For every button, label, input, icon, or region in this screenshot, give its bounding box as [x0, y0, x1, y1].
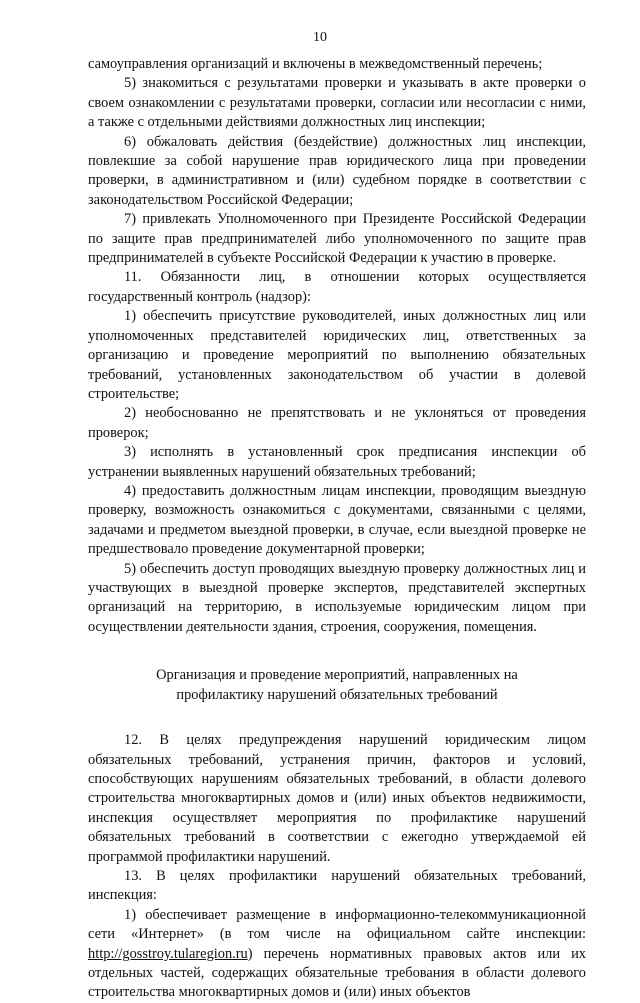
paragraph-item-6-appeal: 6) обжаловать действия (бездействие) должностных лиц инспекции, повлекшие за собой нарушение прав юридического лица при проведении проверки, в административном и (или) судебном порядке в соответствии с законодательством Российской Федерации;	[88, 133, 586, 208]
website-link[interactable]: http://gosstroy.tularegion.ru	[88, 945, 248, 962]
page-number: 10	[313, 30, 327, 45]
section-heading	[88, 665, 586, 705]
paragraph-section-12: 12. В целях предупреждения нарушений юридическим лицом обязательных требований, устранения причин, факторов и условий, способствующих нарушениям обязательных требований, в области долевого строительства многоквартирных домов и (или) иных объектов недвижимости, инспекция осуществляет мероприятия по профилактике нарушений обязательных требований в соответствии с ежегодно утверждаемой ей программой профилактики нарушений.	[88, 732, 586, 865]
document-body	[88, 55, 586, 1003]
paragraph-duty-5: 5) обеспечить доступ проводящих выездную проверку должностных лиц и участвующих в выездной проверке экспертов, представителей экспертных организаций на территорию, в используемые юридическим лицом при осуществлении деятельности здания, строения, сооружения, помещения.	[88, 560, 586, 635]
paragraph-item-5-acquaint: 5) знакомиться с результатами проверки и указывать в акте проверки о своем ознакомлении с результатами проверки, согласии или несогласии с ними, а также с отдельными действиями должностных лиц инспекции;	[88, 75, 586, 131]
paragraph-duty-4: 4) предоставить должностным лицам инспекции, проводящим выездную проверку, возможность ознакомиться с документами, связанными с целями, задачами и предметом выездной проверки, в случае, если выездной проверке не предшествовало проведение документарной проверки;	[88, 482, 586, 558]
paragraph-continuation: самоуправления организаций и включены в межведомственный перечень;	[88, 56, 543, 72]
paragraph-item-7-ombudsman: 7) привлекать Уполномоченного при Президенте Российской Федерации по защите прав предпринимателей либо уполномоченного по защите прав предпринимателей в субъекте Российской Федерации к участию в проверке.	[88, 211, 586, 267]
section-heading-line-1: Организация и проведение мероприятий, направленных на	[156, 667, 518, 684]
paragraph-text-before-link: 1) обеспечивает размещение в информационно-телекоммуникационной сети «Интернет» (в том числе на официальном сайте инспекции:	[88, 906, 586, 943]
paragraph-item-1-publish	[88, 906, 586, 1003]
paragraph-duty-2: 2) необоснованно не препятствовать и не уклоняться от проведения проверок;	[88, 405, 586, 441]
paragraph-section-13: 13. В целях профилактики нарушений обязательных требований, инспекция:	[88, 868, 586, 904]
paragraph-section-11: 11. Обязанности лиц, в отношении которых осуществляется государственный контроль (надзор):	[88, 269, 586, 305]
paragraph-duty-3: 3) исполнять в установленный срок предписания инспекции об устранении выявленных нарушений обязательных требований;	[88, 444, 586, 480]
paragraph-duty-1: 1) обеспечить присутствие руководителей, иных должностных лиц или уполномоченных представителей юридических лиц, ответственных за организацию и проведение мероприятий по выполнению обязательных требований, установленных законодательством об участии в долевой строительстве;	[88, 308, 586, 402]
section-heading-line-2: профилактику нарушений обязательных требований	[176, 687, 498, 704]
paragraph-text-after-link: ) перечень нормативных правовых актов или их отдельных частей, содержащих обязательные требования в области долевого строительства многоквартирных домов и (или) иных объектов	[88, 945, 586, 1001]
